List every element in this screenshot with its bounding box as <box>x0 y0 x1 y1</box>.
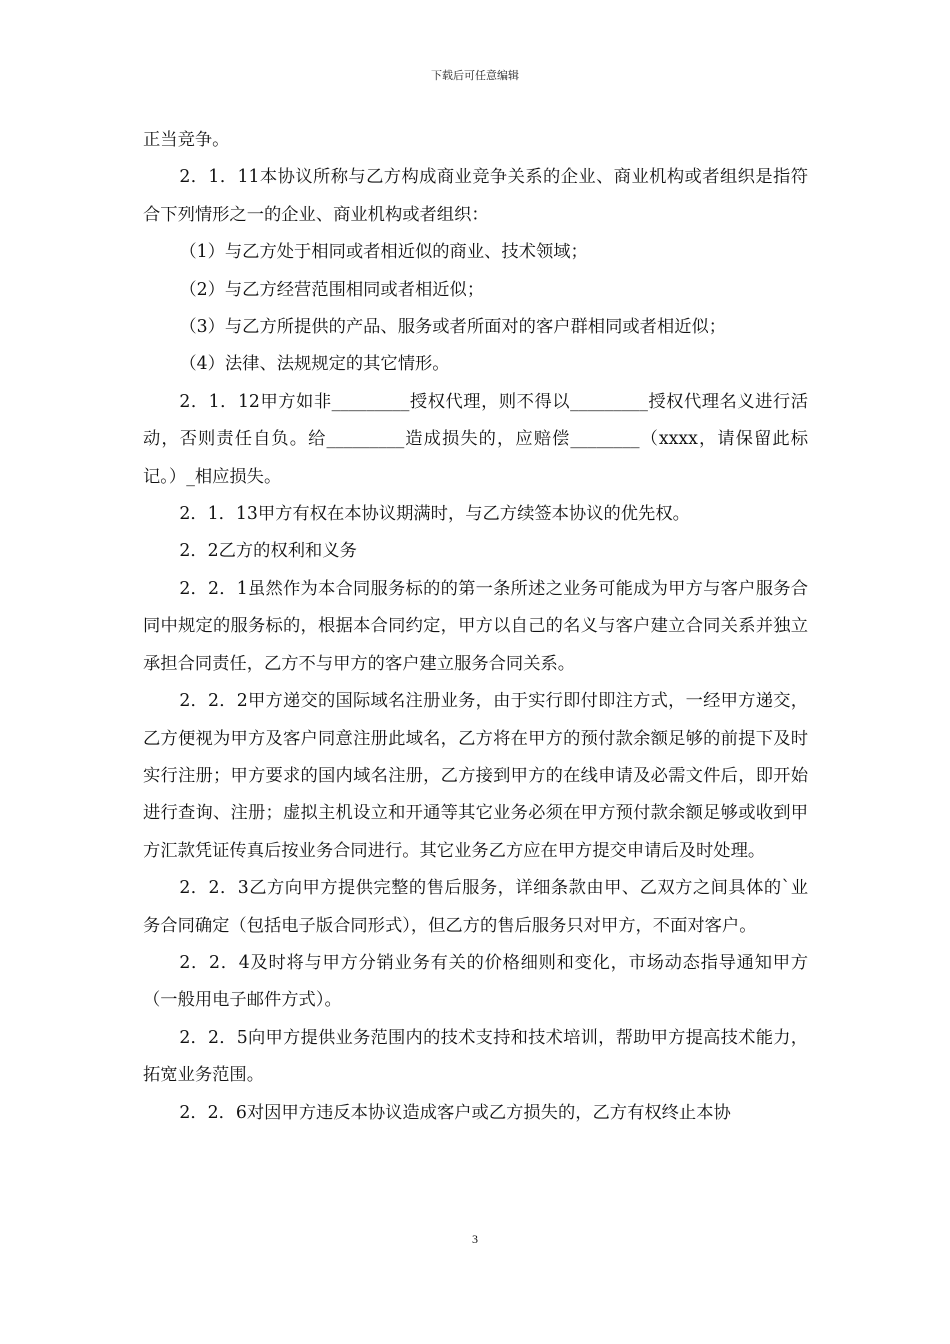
paragraph: 2．2．3乙方向甲方提供完整的售后服务，详细条款由甲、乙双方之间具体的`业务合同确定（包括电子版合同形式），但乙方的售后服务只对甲方，不面对客户。 <box>143 878 808 936</box>
paragraph: 2．2．6对因甲方违反本协议造成客户或乙方损失的，乙方有权终止本协 <box>179 1102 731 1123</box>
list-item: （3）与乙方所提供的产品、服务或者所面对的客户群相同或者相近似； <box>179 317 727 338</box>
list-item: （4）法律、法规规定的其它情形。 <box>179 354 450 375</box>
list-item: （1）与乙方处于相同或者相近似的商业、技术领域； <box>179 242 588 263</box>
page-header: 下载后可任意编辑 <box>431 69 519 82</box>
paragraph: 2．2．5向甲方提供业务范围内的技术支持和技术培训，帮助甲方提高技术能力，拓宽业务范围。 <box>143 1027 808 1086</box>
list-item: （2）与乙方经营范围相同或者相近似； <box>179 279 485 300</box>
paragraph: 正当竞争。 <box>143 130 230 150</box>
paragraph: 2．1．12甲方如非_________授权代理，则不得以_________授权代理名义进行活动，否则责任自负。给_________造成损失的，应赔偿________（xxxx，请保留此标记。）_相应损失。 <box>143 391 808 487</box>
paragraph: 2．2．1虽然作为本合同服务标的的第一条所述之业务可能成为甲方与客户服务合同中规定的服务标的，根据本合同约定，甲方以自己的名义与客户建立合同关系并独立承担合同责任，乙方不与甲方的客户建立服务合同关系。 <box>143 578 808 674</box>
page-number: 3 <box>472 1232 478 1246</box>
paragraph: 2．2．2甲方递交的国际域名注册业务，由于实行即付即注方式，一经甲方递交，乙方便视为甲方及客户同意注册此域名，乙方将在甲方的预付款余额足够的前提下及时实行注册；甲方要求的国内域名注册，乙方接到甲方的在线申请及必需文件后，即开始进行查询、注册；虚拟主机设立和开通等其它业务必须在甲方预付款余额足够或收到甲方汇款凭证传真后按业务合同进行。其它业务乙方应在甲方提交申请后及时处理。 <box>143 691 808 861</box>
paragraph: 2．1．13甲方有权在本协议期满时，与乙方续签本协议的优先权。 <box>179 504 690 525</box>
paragraph: 2．1．11本协议所称与乙方构成商业竞争关系的企业、商业机构或者组织是指符合下列情形之一的企业、商业机构或者组织： <box>143 167 808 225</box>
document-body <box>143 122 808 1132</box>
paragraph: 2．2．4及时将与甲方分销业务有关的价格细则和变化，市场动态指导通知甲方（一般用电子邮件方式）。 <box>143 952 808 1011</box>
section-heading: 2．2乙方的权利和义务 <box>179 541 357 562</box>
